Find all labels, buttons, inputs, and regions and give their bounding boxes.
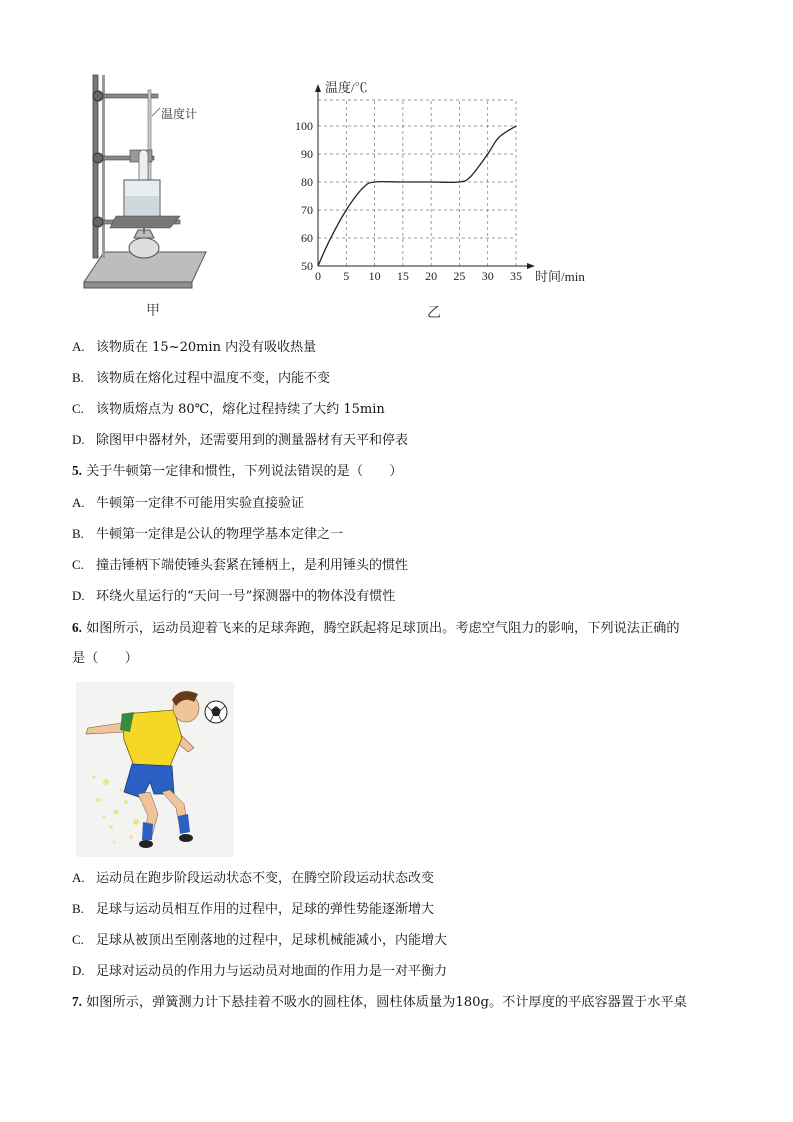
x-tick-label: 30 <box>481 269 494 283</box>
q5-option-a: A. 牛顿第一定律不可能用实验直接验证 <box>72 495 305 511</box>
x-axis-label: 时间/min <box>535 269 585 284</box>
y-axis-arrow <box>315 84 321 92</box>
y-tick-label: 100 <box>295 119 313 133</box>
y-tick-label: 90 <box>301 147 313 161</box>
q5-stem: 5. 关于牛顿第一定律和惯性，下列说法错误的是（ ） <box>72 463 403 479</box>
x-tick-label: 35 <box>510 269 522 283</box>
y-tick-label: 70 <box>301 203 313 217</box>
q6-stem-line2: 是（ ） <box>72 651 138 666</box>
q6-option-c: C. 足球从被顶出至刚落地的过程中，足球机械能减小，内能增大 <box>72 932 448 948</box>
q5-option-c: C. 撞击锤柄下端使锤头套紧在锤柄上，是利用锤头的惯性 <box>72 557 409 573</box>
q6-option-b: B. 足球与运动员相互作用的过程中，足球的弹性势能逐渐增大 <box>72 901 435 917</box>
x-axis-arrow <box>527 263 535 269</box>
q6-option-d: D. 足球对运动员的作用力与运动员对地面的作用力是一对平衡力 <box>72 963 448 979</box>
x-tick-label: 25 <box>453 269 466 283</box>
q4-option-a: A. 该物质在 15~20min 内没有吸收热量 <box>72 339 317 355</box>
x-tick-label: 10 <box>368 269 381 283</box>
thermometer-label: 温度计 <box>161 107 198 121</box>
q4-option-b: B. 该物质在熔化过程中温度不变，内能不变 <box>72 370 331 386</box>
x-tick-label: 0 <box>315 269 321 283</box>
q5-option-b: B. 牛顿第一定律是公认的物理学基本定律之一 <box>72 526 344 542</box>
q4-option-c: C. 该物质熔点为 80℃，熔化过程持续了大约 15min <box>72 401 385 417</box>
q4-option-d: D. 除图甲中器材外，还需要用到的测量器材有天平和停表 <box>72 432 409 448</box>
y-axis-label: 温度/℃ <box>325 80 368 95</box>
x-tick-label: 20 <box>425 269 438 283</box>
temperature-time-chart <box>285 78 615 293</box>
y-tick-label: 50 <box>301 259 313 273</box>
q5-option-d: D. 环绕火星运行的“天问一号”探测器中的物体没有惯性 <box>72 588 396 604</box>
y-tick-label: 60 <box>301 231 313 245</box>
q7-stem: 7. 如图所示，弹簧测力计下悬挂着不吸水的圆柱体，圆柱体质量为180g。不计厚度的平底容器置于水平桌 <box>72 994 687 1010</box>
x-tick-label: 15 <box>396 269 409 283</box>
x-tick-label: 5 <box>343 269 350 283</box>
temperature-curve <box>318 126 516 266</box>
soccer-player-illustration <box>76 682 234 857</box>
q6-option-a: A. 运动员在跑步阶段运动状态不变，在腾空阶段运动状态改变 <box>72 870 435 886</box>
figure-caption-a: 甲 <box>146 303 160 319</box>
chart-grid <box>318 100 516 266</box>
figure-caption-b: 乙 <box>427 305 441 321</box>
q6-stem-line1: 6. 如图所示，运动员迎着飞来的足球奔跑，腾空跃起将足球顶出。考虑空气阻力的影响，下列说法正确的 <box>72 620 680 636</box>
y-tick-label: 80 <box>301 175 313 189</box>
chart-axes <box>315 84 535 269</box>
apparatus-figure <box>80 70 210 295</box>
